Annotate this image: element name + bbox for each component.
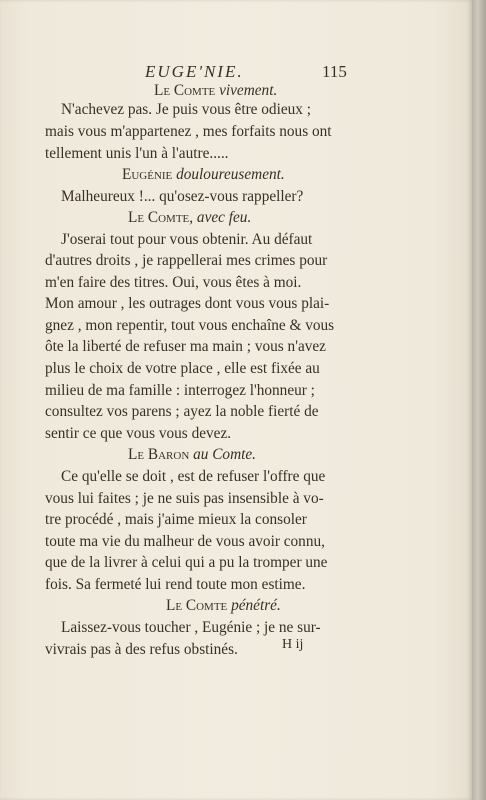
speaker-name: Le Comte xyxy=(166,597,228,614)
text-line: J'oserai tout pour vous obtenir. Au défaut xyxy=(61,231,313,248)
speaker-name: Eugénie xyxy=(122,166,173,183)
page-number: 115 xyxy=(322,62,347,81)
text-line: mais vous m'appartenez , mes forfaits nous ont xyxy=(45,123,332,140)
text-line: fois. Sa fermeté lui rend toute mon estime. xyxy=(45,576,306,593)
text-line: Laissez-vous toucher , Eugénie ; je ne sur- xyxy=(61,619,321,636)
text-line: ôte la liberté de refuser ma main ; vous n'avez xyxy=(45,338,326,355)
text-line: toute ma vie du malheur de vous avoir connu, xyxy=(45,533,325,550)
stage-direction: douloureusement. xyxy=(176,166,285,183)
speaker-name: Le Comte xyxy=(154,82,216,99)
text-line: consultez vos parens ; ayez la noble fierté de xyxy=(45,403,319,420)
speaker-name: Le Comte xyxy=(128,209,190,226)
speaker-heading xyxy=(128,446,256,464)
running-title: EUGE'NIE. xyxy=(145,62,244,81)
text-line: gnez , mon repentir, tout vous enchaîne & vous xyxy=(45,317,335,334)
text-line: m'en faire des titres. Oui, vous êtes à moi. xyxy=(45,274,302,291)
stage-direction: , avec feu. xyxy=(189,209,252,226)
text-line: que de la livrer à celui qui a pu la tromper une xyxy=(45,554,328,571)
text-line: Mon amour , les outrages dont vous vous plai- xyxy=(45,295,330,312)
text-line: vivrais pas à des refus obstinés. xyxy=(45,641,238,658)
stage-direction: au Comte. xyxy=(193,446,256,463)
text-line: Ce qu'elle se doit , est de refuser l'offre que xyxy=(61,468,326,485)
text-line: vous lui faites ; je ne suis pas insensible à vo- xyxy=(45,490,324,507)
text-line: milieu de ma famille : interrogez l'honneur ; xyxy=(45,382,315,399)
text-line: tellement unis l'un à l'autre..... xyxy=(45,145,229,162)
text-line: Malheureux !... qu'osez-vous rappeller? xyxy=(61,188,304,205)
stage-direction: vivement. xyxy=(219,82,278,99)
signature-mark: H ij xyxy=(282,637,304,652)
stage-direction: pénétré. xyxy=(231,597,281,614)
page-edge xyxy=(472,0,486,800)
speaker-heading xyxy=(166,597,281,615)
speaker-name: Le Baron xyxy=(128,446,190,463)
speaker-heading xyxy=(122,166,285,184)
speaker-heading xyxy=(154,82,277,100)
text-line: tre procédé , mais j'aime mieux la consoler xyxy=(45,511,307,528)
text-line: sentir ce que vous vous devez. xyxy=(45,425,232,442)
text-line: plus le choix de votre place , elle est fixée au xyxy=(45,360,320,377)
text-line: N'achevez pas. Je puis vous être odieux ; xyxy=(61,101,311,118)
speaker-heading xyxy=(128,209,251,227)
text-line: d'autres droits , je rappellerai mes crimes pour xyxy=(45,252,328,269)
